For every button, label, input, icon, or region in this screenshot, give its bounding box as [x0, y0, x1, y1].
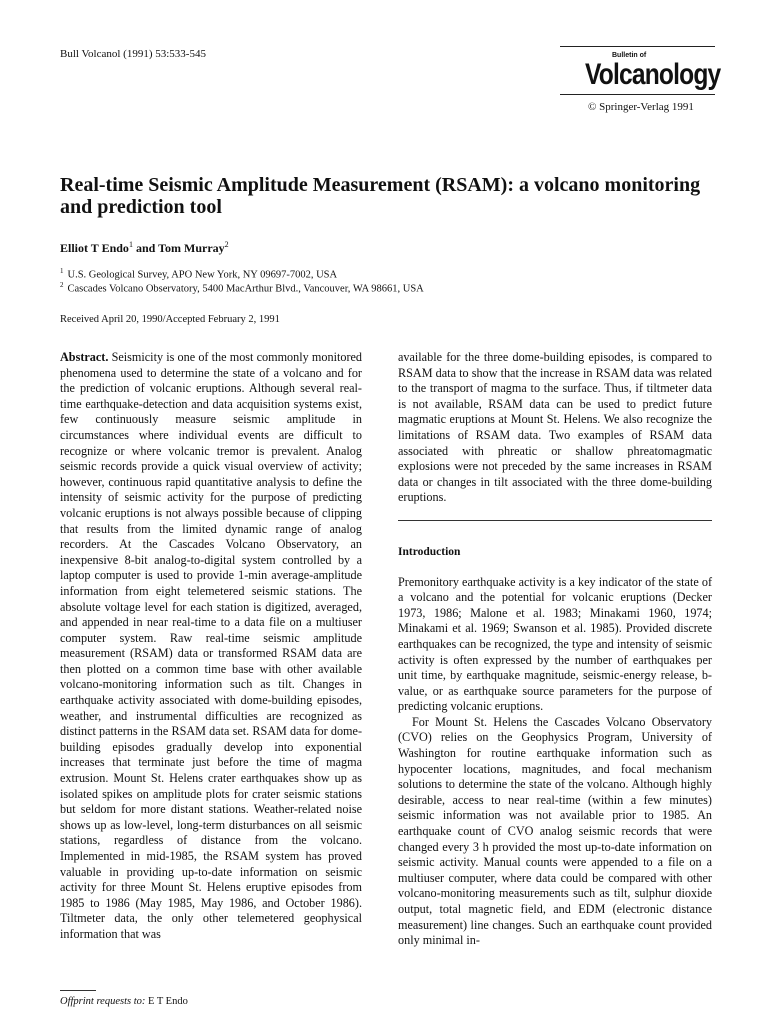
abstract-continued: available for the three dome-building episodes, is compared to RSAM data to show that the increase in RSAM data was related to the transport of magma to the surface. Thus, if tiltmeter data is not available, RSAM data can be used to predict future magmatic eruptions at Mount St. Helens. We also recognize the limitations of RSAM data. Two examples of RSAM data associated with phreatic or shallow phreatomagmatic explosions were not preceded by the same increases in RSAM data or changes in tilt associated with the three dome-building eruptions. [398, 350, 712, 505]
left-column [60, 350, 362, 943]
abstract-text: Seismicity is one of the most commonly monitored phenomena used to determine the state of a volcano and for the prediction of volcanic eruptions. Although several real-time earthquake-detection and data acquisition systems exist, few continuously measure seismic amplitude in circumstances where individual events are difficult to recognize or where volcanic tremor is prevalent. Analog seismic records provide a quick visual overview of activity; however, continuous rapid quantitative analysis to define the intensity of seismic activity for the purpose of predicting volcanic eruptions is not always possible because of clipping that results from the limited dynamic range of analog recorders. At the Cascades Volcano Observatory, an inexpensive 8-bit analog-to-digital system controlled by a laptop computer is used to provide 1-min average-amplitude information from eight telemetered seismic stations. The absolute voltage level for each station is digitized, averaged, and appended in near real-time to a data file on a multiuser computer system. Raw real-time seismic amplitude measurement (RSAM) data or transformed RSAM data are then plotted on a common time base with other available volcano-monitoring information such as tilt. Changes in earthquake activity associated with dome-building episodes, weather, and instrumental difficulties are recognized as distinct patterns in the RSAM data set. RSAM data for dome-building episodes gradually develop into exponential increases that terminate just before the time of magma extrusion. Mount St. Helens crater earthquakes show up as isolated spikes on amplitude plots for crater seismic stations but seldom for more distant stations. Weather-related noise shows up as low-level, long-term disturbances on all seismic stations, regardless of distance from the volcano. Implemented in mid-1985, the RSAM system has proved valuable in providing up-to-date information on seismic activity for three Mount St. Helens eruptive episodes from 1985 to 1986 (May 1985, May 1986, and October 1986). Tiltmeter data, the only other telemetered geophysical information that was [60, 350, 363, 941]
authors [60, 240, 229, 256]
received-dates: Received April 20, 1990/Accepted February 2, 1991 [60, 314, 280, 325]
introduction-paragraph-1: Premonitory earthquake activity is a key indicator of the state of a volcano and the potential for volcanic eruptions (Decker 1973, 1986; Malone et al. 1983; Minakami 1960, 1974; Minakami et al. 1969; Swanson et al. 1985). Provided discrete earthquakes can be recognized, the type and intensity of seismic activity is often expressed by the number of earthquakes per unit time, by earthquake magnitude, seismic-energy release, b-value, or as earthquake source parameters for the purpose of predicting volcanic eruptions. [398, 574, 712, 714]
copyright: © Springer-Verlag 1991 [588, 101, 694, 113]
offprint-label: Offprint requests to: [60, 996, 146, 1007]
author-1: Elliot T Endo [60, 241, 129, 255]
author-separator: and [135, 241, 156, 255]
article-title: Real-time Seismic Amplitude Measurement (RSAM): a volcano monitoring and prediction tool [60, 174, 701, 218]
introduction-heading: Introduction [398, 545, 461, 558]
journal-name: Volcanology [585, 58, 721, 91]
affiliation-1-num: 1 [60, 267, 64, 275]
section-divider [398, 520, 712, 521]
author-2-sup: 2 [224, 240, 229, 249]
affiliation-2-num: 2 [60, 281, 64, 289]
offprint-name: E T Endo [147, 996, 188, 1007]
abstract-paragraph [60, 350, 362, 943]
journal-rule-top [560, 46, 715, 47]
introduction-paragraph-2: For Mount St. Helens the Cascades Volcano Observatory (CVO) relies on the Geophysics Program, University of Washington for routine earthquake information such as hypocenter locations, magnitudes, and focal mechanism solutions to determine the state of the volcano. Although highly desirable, access to near real-time (within a few minutes) seismic information was not available prior to 1985. An earthquake count of CVO analog seismic records that were changed every 3 h provided the most up-to-date information on seismic activity. Manual counts were appended to a file on a multiuser computer, where data could be compared with other volcano-monitoring measurements such as tilt, sulphur dioxide output, total magnetic field, and EDM (electronic distance measurement) line changes. Such an earthquake count provided only minimal in- [398, 714, 712, 948]
affiliation-1 [60, 267, 337, 281]
author-2: Tom Murray [158, 241, 225, 255]
right-column [398, 350, 712, 949]
journal-bulletin: Bulletin of [612, 52, 647, 59]
offprint-footnote [60, 996, 188, 1007]
abstract-label: Abstract. [60, 350, 109, 364]
citation: Bull Volcanol (1991) 53:533-545 [60, 48, 206, 60]
footnote-rule [60, 990, 96, 991]
affiliation-1-text: U.S. Geological Survey, APO New York, NY 09697-7002, USA [67, 269, 338, 281]
author-1-sup: 1 [128, 240, 133, 249]
affiliation-2 [60, 281, 424, 295]
journal-rule-bottom [560, 94, 715, 95]
affiliation-2-text: Cascades Volcano Observatory, 5400 MacArthur Blvd., Vancouver, WA 98661, USA [67, 283, 424, 295]
